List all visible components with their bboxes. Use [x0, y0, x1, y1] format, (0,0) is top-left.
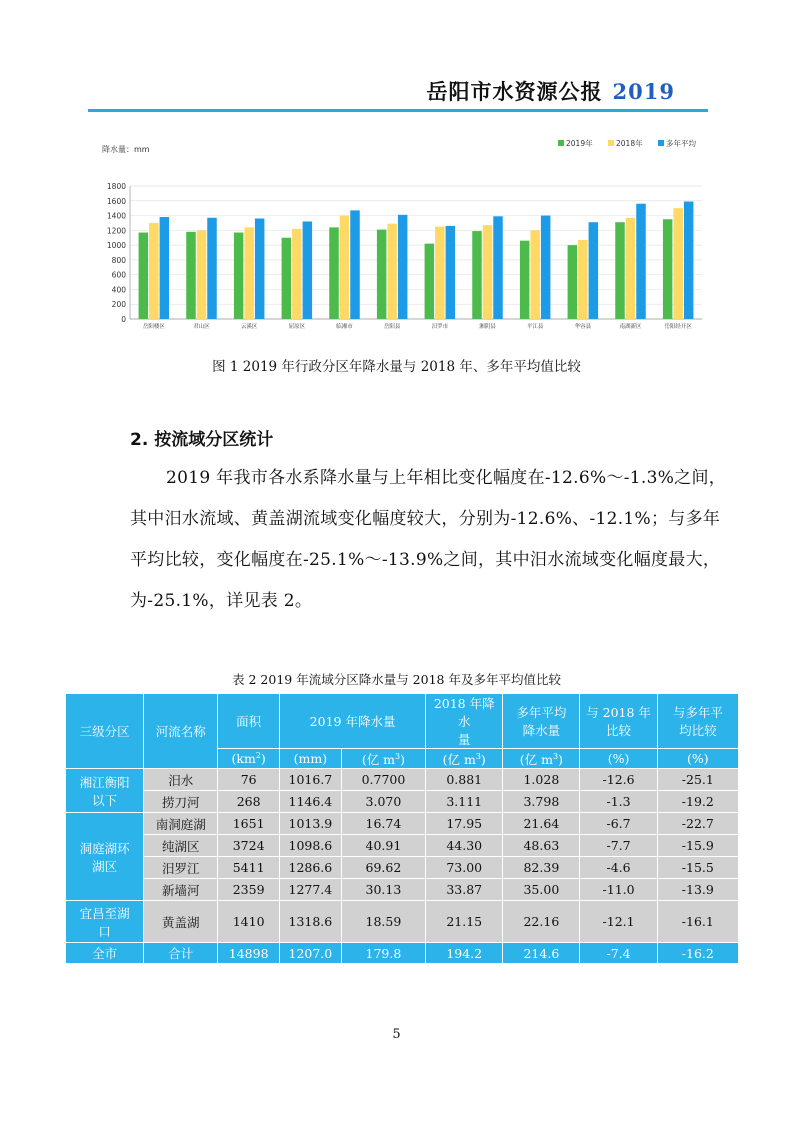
bar-2019 [282, 238, 292, 319]
body-paragraph [130, 458, 727, 622]
bar-average [541, 216, 551, 319]
x-tick-label: 岳阳经开区 [664, 324, 692, 330]
table-row [66, 791, 739, 813]
y-tick-label: 1400 [106, 211, 126, 221]
bar-2018 [387, 224, 397, 319]
cell-compare-avg: -13.9 [657, 879, 738, 901]
region-cell: 洞庭湖环 湖区 [66, 813, 144, 901]
region-cell: 湘江衡阳 以下 [66, 769, 144, 813]
header-level3: 三级分区 [66, 694, 144, 769]
cell-area: 5411 [218, 857, 280, 879]
bar-2019 [139, 233, 149, 319]
cell-compare-2018: -4.6 [580, 857, 657, 879]
cell-volume-avg: 1.028 [503, 769, 580, 791]
header-avg-precip: 多年平均 降水量 [503, 694, 580, 749]
cell-river: 合计 [144, 943, 218, 964]
cell-river: 纯湖区 [144, 835, 218, 857]
bar-average [398, 215, 408, 319]
cell-compare-avg: -22.7 [657, 813, 738, 835]
bar-2018 [197, 230, 207, 319]
unit-pct-avg: (%) [657, 749, 738, 769]
cell-compare-2018: -12.1 [580, 901, 657, 943]
cell-compare-avg: -15.5 [657, 857, 738, 879]
bar-average [207, 218, 217, 319]
x-tick-label: 云溪区 [240, 324, 258, 330]
cell-volume-2018: 17.95 [426, 813, 503, 835]
cell-volume-2018: 0.881 [426, 769, 503, 791]
bar-2019 [425, 244, 435, 319]
x-tick-label: 岳阳楼区 [142, 324, 165, 330]
y-tick-label: 600 [111, 270, 126, 280]
bar-average [589, 222, 599, 319]
bar-2018 [578, 240, 588, 319]
table-row [66, 901, 739, 943]
cell-volume: 179.8 [341, 943, 425, 964]
paragraph-line: 2019 年我市各水系降水量与上年相比变化幅度在-12.6%～-1.3%之间， [166, 468, 727, 488]
bar-2018 [292, 229, 302, 319]
bar-2019 [472, 231, 482, 319]
table-caption: 表 2 2019 年流域分区降水量与 2018 年及多年平均值比较 [232, 672, 561, 687]
unit-volume-2018: (亿 $m^3$) [426, 749, 503, 769]
cell-volume: 30.13 [341, 879, 425, 901]
x-tick-label: 华容县 [574, 324, 592, 330]
header-precip-2019: 2019 年降水量 [280, 694, 426, 749]
bar-2019 [520, 241, 530, 319]
cell-compare-avg: -25.1 [657, 769, 738, 791]
legend-swatch [658, 140, 664, 146]
header-compare-avg: 与多年平 均比较 [657, 694, 738, 749]
cell-compare-avg: -19.2 [657, 791, 738, 813]
cell-mm: 1098.6 [280, 835, 342, 857]
cell-compare-avg: -15.9 [657, 835, 738, 857]
basin-precipitation-table [65, 693, 739, 964]
bar-average [350, 210, 360, 319]
cell-volume-avg: 214.6 [503, 943, 580, 964]
y-tick-label: 200 [111, 300, 126, 310]
cell-volume: 69.62 [341, 857, 425, 879]
bar-2018 [483, 225, 493, 319]
x-tick-label: 湘阴县 [479, 324, 496, 330]
table-row [66, 813, 739, 835]
x-tick-label: 君山区 [193, 324, 210, 330]
cell-volume-2018: 73.00 [426, 857, 503, 879]
bar-average [446, 226, 456, 319]
cell-mm: 1013.9 [280, 813, 342, 835]
unit-area: $(km^2)$ [218, 749, 280, 769]
legend-label: 多年平均 [666, 139, 696, 148]
legend-swatch [608, 140, 614, 146]
cell-volume-avg: 22.16 [503, 901, 580, 943]
bar-2019 [663, 219, 673, 319]
cell-mm: 1277.4 [280, 879, 342, 901]
x-tick-label: 汨罗市 [431, 324, 449, 330]
table-row [66, 835, 739, 857]
page-number: 5 [392, 1027, 401, 1042]
bar-2018 [244, 227, 254, 319]
figure-caption: 图 1 2019 年行政分区年降水量与 2018 年、多年平均值比较 [212, 359, 581, 375]
cell-volume-2018: 44.30 [426, 835, 503, 857]
bar-2019 [568, 245, 578, 319]
x-tick-label: 平江县 [526, 324, 544, 330]
cell-mm: 1318.6 [280, 901, 342, 943]
report-title: 岳阳市水资源公报 [426, 80, 603, 104]
cell-volume-2018: 3.111 [426, 791, 503, 813]
cell-river: 汨罗江 [144, 857, 218, 879]
x-tick-label: 临湘市 [336, 324, 353, 330]
cell-compare-2018: -7.4 [580, 943, 657, 964]
cell-compare-2018: -6.7 [580, 813, 657, 835]
bar-average [636, 204, 646, 319]
cell-volume-avg: 21.64 [503, 813, 580, 835]
x-tick-label: 南湖新区 [619, 324, 642, 330]
header-rule [88, 109, 708, 112]
cell-volume-2018: 33.87 [426, 879, 503, 901]
bar-2019 [377, 230, 387, 319]
cell-mm: 1016.7 [280, 769, 342, 791]
y-tick-label: 1600 [106, 196, 126, 206]
cell-river: 捞刀河 [144, 791, 218, 813]
cell-area: 2359 [218, 879, 280, 901]
bar-average [303, 221, 313, 319]
bar-2019 [234, 233, 244, 319]
cell-volume-2018: 194.2 [426, 943, 503, 964]
bar-2018 [340, 216, 350, 319]
bar-average [493, 216, 503, 319]
paragraph-line: 为-25.1%，详见表 2。 [130, 591, 313, 611]
paragraph-line: 其中汨水流域、黄盖湖流域变化幅度较大，分别为-12.6%、-12.1%；与多年 [130, 509, 721, 529]
y-tick-label: 1000 [106, 241, 126, 251]
bar-average [684, 202, 694, 319]
y-tick-label: 800 [111, 255, 126, 265]
region-cell: 宜昌至湖 口 [66, 901, 144, 943]
bar-2018 [149, 223, 159, 319]
cell-volume: 3.070 [341, 791, 425, 813]
cell-compare-2018: -12.6 [580, 769, 657, 791]
y-tick-label: 400 [111, 285, 126, 295]
cell-river: 南洞庭湖 [144, 813, 218, 835]
cell-river: 黄盖湖 [144, 901, 218, 943]
cell-compare-2018: -11.0 [580, 879, 657, 901]
cell-area: 14898 [218, 943, 280, 964]
header-area: 面积 [218, 694, 280, 749]
cell-volume: 0.7700 [341, 769, 425, 791]
region-total: 全市 [66, 943, 144, 964]
legend-swatch [558, 140, 564, 146]
bar-2018 [530, 230, 540, 319]
y-tick-label: 1800 [106, 182, 126, 191]
x-tick-label: 屈原区 [288, 324, 306, 330]
cell-mm: 1146.4 [280, 791, 342, 813]
y-tick-label: 1200 [106, 226, 126, 236]
cell-mm: 1286.6 [280, 857, 342, 879]
cell-compare-avg: -16.1 [657, 901, 738, 943]
bar-2019 [615, 222, 625, 319]
table-row [66, 769, 739, 791]
cell-river: 汨水 [144, 769, 218, 791]
cell-compare-2018: -1.3 [580, 791, 657, 813]
cell-area: 76 [218, 769, 280, 791]
bar-2019 [329, 227, 339, 319]
header-precip-2018: 2018 年降水 量 [426, 694, 503, 749]
report-header-title [427, 76, 675, 106]
cell-volume-2018: 21.15 [426, 901, 503, 943]
section-heading: 2. 按流域分区统计 [130, 430, 274, 450]
bar-average [160, 217, 170, 319]
y-tick-label: 0 [121, 315, 126, 324]
cell-volume: 40.91 [341, 835, 425, 857]
unit-volume-avg: (亿 $m^3$) [503, 749, 580, 769]
header-compare-2018: 与 2018 年 比较 [580, 694, 657, 749]
legend-label: 2018年 [616, 139, 643, 148]
cell-mm: 1207.0 [280, 943, 342, 964]
cell-area: 268 [218, 791, 280, 813]
cell-volume-avg: 82.39 [503, 857, 580, 879]
cell-river: 新墙河 [144, 879, 218, 901]
legend-label: 2019年 [566, 139, 593, 148]
unit-pct-2018: (%) [580, 749, 657, 769]
cell-volume-avg: 3.798 [503, 791, 580, 813]
unit-volume-2019: (亿 $m^3$) [341, 749, 425, 769]
table-row [66, 857, 739, 879]
x-tick-label: 岳阳县 [383, 324, 401, 330]
cell-area: 1651 [218, 813, 280, 835]
table-header-row [66, 694, 739, 749]
header-river: 河流名称 [144, 694, 218, 769]
cell-volume: 18.59 [341, 901, 425, 943]
unit-mm: (mm) [280, 749, 342, 769]
paragraph-line: 平均比较，变化幅度在-25.1%～-13.9%之间，其中汨水流域变化幅度最大， [130, 550, 721, 570]
bar-2018 [626, 218, 636, 319]
precipitation-bar-chart [90, 136, 710, 341]
bar-average [255, 219, 265, 319]
report-year: 2019 [612, 79, 675, 104]
bar-2019 [186, 232, 196, 319]
cell-volume-avg: 35.00 [503, 879, 580, 901]
cell-area: 3724 [218, 835, 280, 857]
table-row [66, 879, 739, 901]
y-axis-label: 降水量：mm [102, 145, 150, 154]
table-total-row [66, 943, 739, 964]
cell-compare-2018: -7.7 [580, 835, 657, 857]
cell-volume-avg: 48.63 [503, 835, 580, 857]
bar-2018 [435, 227, 445, 319]
cell-compare-avg: -16.2 [657, 943, 738, 964]
cell-area: 1410 [218, 901, 280, 943]
bar-2018 [673, 208, 683, 319]
cell-volume: 16.74 [341, 813, 425, 835]
